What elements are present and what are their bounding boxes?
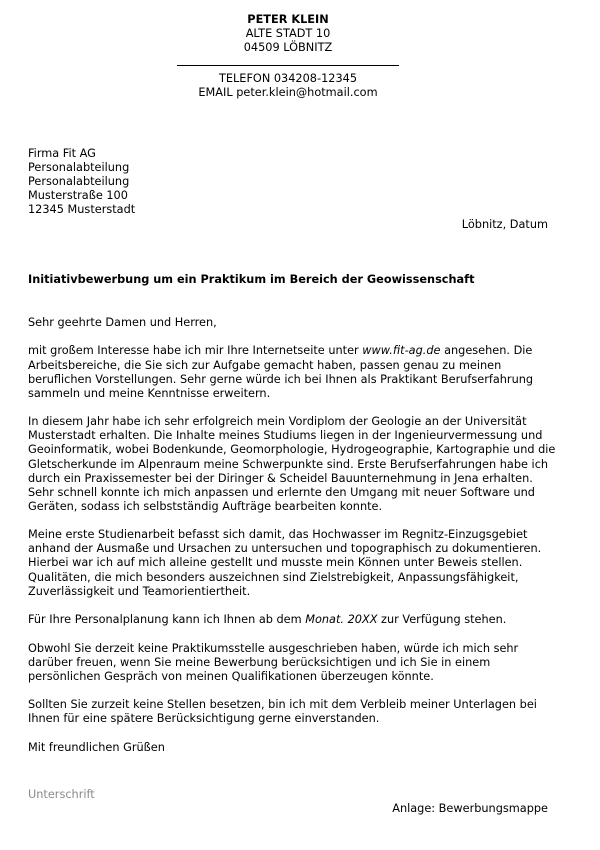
paragraph-text: angesehen. Die Arbeitsbereiche, die Sie sich zur Aufgabe gemacht haben, passen genau zu meinen beruflichen Vorstellungen. Sehr gerne würde ich bei Ihnen als Praktikant Berufserfahrung sammeln und meine Kenntnisse erweitern. (28, 344, 534, 400)
salutation: Sehr geehrte Damen und Herren, (28, 316, 217, 329)
attachment-line: Anlage: Bewerbungsmappe (392, 802, 548, 815)
paragraph-text: Für Ihre Personalplanung kann ich Ihnen ab dem (28, 613, 306, 627)
sender-phone: TELEFON 034208-12345 (218, 72, 358, 86)
paragraph-documents: Sollten Sie zurzeit keine Stellen besetzen, bin ich mit dem Verbleib meiner Unterlagen bei Ihnen für eine spätere Berücksichtigung gerne einverstanden. (28, 698, 537, 726)
paragraph-text: zur Verfügung stehen. (377, 613, 507, 627)
website-link: www.fit-ag.de (362, 344, 441, 358)
sender-header (0, 13, 576, 100)
header-divider (177, 65, 399, 66)
subject-line: Initiativbewerbung um ein Praktikum im Bereich der Geowissenschaft (28, 273, 475, 286)
date-line: Löbnitz, Datum (461, 218, 548, 231)
paragraph-interview: Obwohl Sie derzeit keine Praktikumsstelle ausgeschrieben haben, würde ich mich sehr darüber freuen, wenn Sie meine Bewerbung berücksichtigen und ich Sie in einem persönlichen Gespräch von meinen Qualifikationen überzeugen könnte. (28, 641, 519, 683)
letter-body (28, 316, 558, 755)
recipient-dept: Personalabteilung (28, 161, 130, 175)
signature-placeholder: Unterschrift (28, 788, 95, 801)
availability-date: Monat. 20XX (305, 613, 378, 627)
paragraph-text: mit großem Interesse habe ich mir Ihre Internetseite unter (28, 344, 363, 358)
sender-email: EMAIL peter.klein@hotmail.com (198, 86, 378, 100)
sender-name: PETER KLEIN (247, 13, 329, 26)
closing: Mit freundlichen Grüßen (28, 740, 165, 754)
recipient-company: Firma Fit AG (28, 147, 96, 160)
recipient-dept: Personalabteilung (28, 175, 130, 189)
paragraph-availability (28, 613, 558, 627)
sender-city: 04509 LÖBNITZ (243, 41, 333, 55)
paragraph-interest (28, 344, 558, 400)
paragraph-thesis: Meine erste Studienarbeit befasst sich damit, das Hochwasser im Regnitz-Einzugsgebiet anhand der Ausmaße und Ursachen zu untersuchen und topographisch zu dokumentieren. Hierbei war ich auf mich alleine gestellt und musste mein Können unter Beweis stellen. Qualitäten, die mich besonders auszeichnen sind Zielstrebigkeit, Anpassungsfähigkeit, Zuverlässigkeit und Teamorientiertheit. (28, 528, 542, 598)
recipient-address (28, 147, 135, 217)
paragraph-studies: In diesem Jahr habe ich sehr erfolgreich mein Vordiplom der Geologie an der Universität Musterstadt erhalten. Die Inhalte meines Studiums liegen in der Ingenieurvermessung und Geoinformatik, wobei Bodenkunde, Geomorphologie, Hydrogeographie, Kartographie und die Gletscherkunde im Alpenraum meine Schwerpunkte sind. Erste Berufserfahrungen habe ich durch ein Praxissemester bei der Diringer & Scheidel Bauunternehmung in Jena erhalten. Sehr schnell konnte ich mich anpassen und erlernte den Umgang mit neuer Software und Geräten, sodass ich selbstständig Aufträge bearbeiten konnte. (28, 415, 556, 513)
recipient-city: 12345 Musterstadt (28, 203, 136, 217)
recipient-street: Musterstraße 100 (28, 189, 128, 203)
sender-street: ALTE STADT 10 (245, 27, 331, 41)
